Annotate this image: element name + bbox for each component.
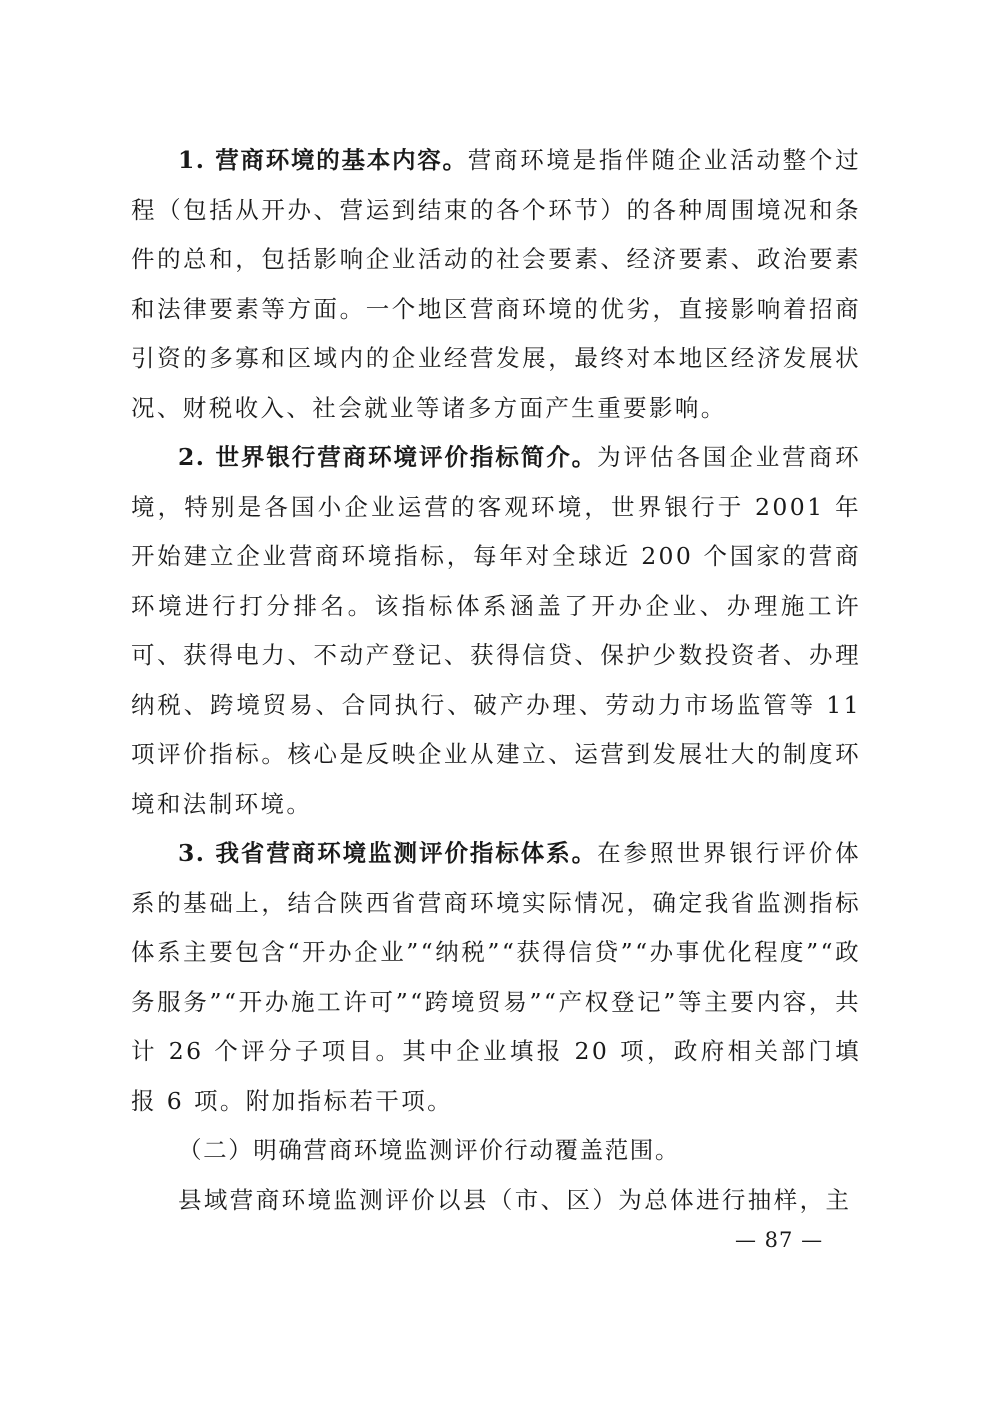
paragraph-heading: 3. 我省营商环境监测评价指标体系。 [178, 839, 598, 867]
paragraph-text: 营商环境是指伴随企业活动整个过程（包括从开办、营运到结束的各个环节）的各种周围境况和条件的总和，包括影响企业活动的社会要素、经济要素、政治要素和法律要素等方面。一个地区营商环境的优劣，直接影响着招商引资的多寡和区域内的企业经营发展，最终对本地区经济发展状况、财税收入、社会就业等诸多方面产生重要影响。 [131, 146, 862, 422]
paragraph-county-sampling: 县域营商环境监测评价以县（市、区）为总体进行抽样，主 [178, 1185, 852, 1214]
document-body [131, 136, 861, 1225]
paragraph-basic-content [131, 136, 861, 433]
paragraph-heading: 1. 营商环境的基本内容。 [178, 146, 468, 174]
paragraph-text: 在参照世界银行评价体系的基础上，结合陕西省营商环境实际情况，确定我省监测指标体系主要包含“开办企业”“纳税”“获得信贷”“办事优化程度”“政务服务”“开办施工许可”“跨境贸易”“产权登记”等主要内容，共计 26 个评分子项目。其中企业填报 20 项，政府相关部门填报 6 项。附加指标若干项。 [131, 839, 861, 1115]
paragraph-heading: 2. 世界银行营商环境评价指标简介。 [178, 443, 598, 471]
page-number: — 87 — [735, 1228, 824, 1252]
paragraph-world-bank-index [131, 433, 861, 829]
section-heading: （二）明确营商环境监测评价行动覆盖范围。 [178, 1136, 680, 1164]
paragraph-text: 为评估各国企业营商环境，特别是各国小企业运营的客观环境，世界银行于 2001 年开始建立企业营商环境指标，每年对全球近 200 个国家的营商环境进行打分排名。该指标体系涵盖了开办企业、办理施工许可、获得电力、不动产登记、获得信贷、保护少数投资者、办理纳税、跨境贸易、合同执行、破产办理、劳动力市场监管等 11 项评价指标。核心是反映企业从建立、运营到发展壮大的制度环境和法制环境。 [131, 443, 861, 818]
paragraph-province-index [131, 829, 861, 1126]
